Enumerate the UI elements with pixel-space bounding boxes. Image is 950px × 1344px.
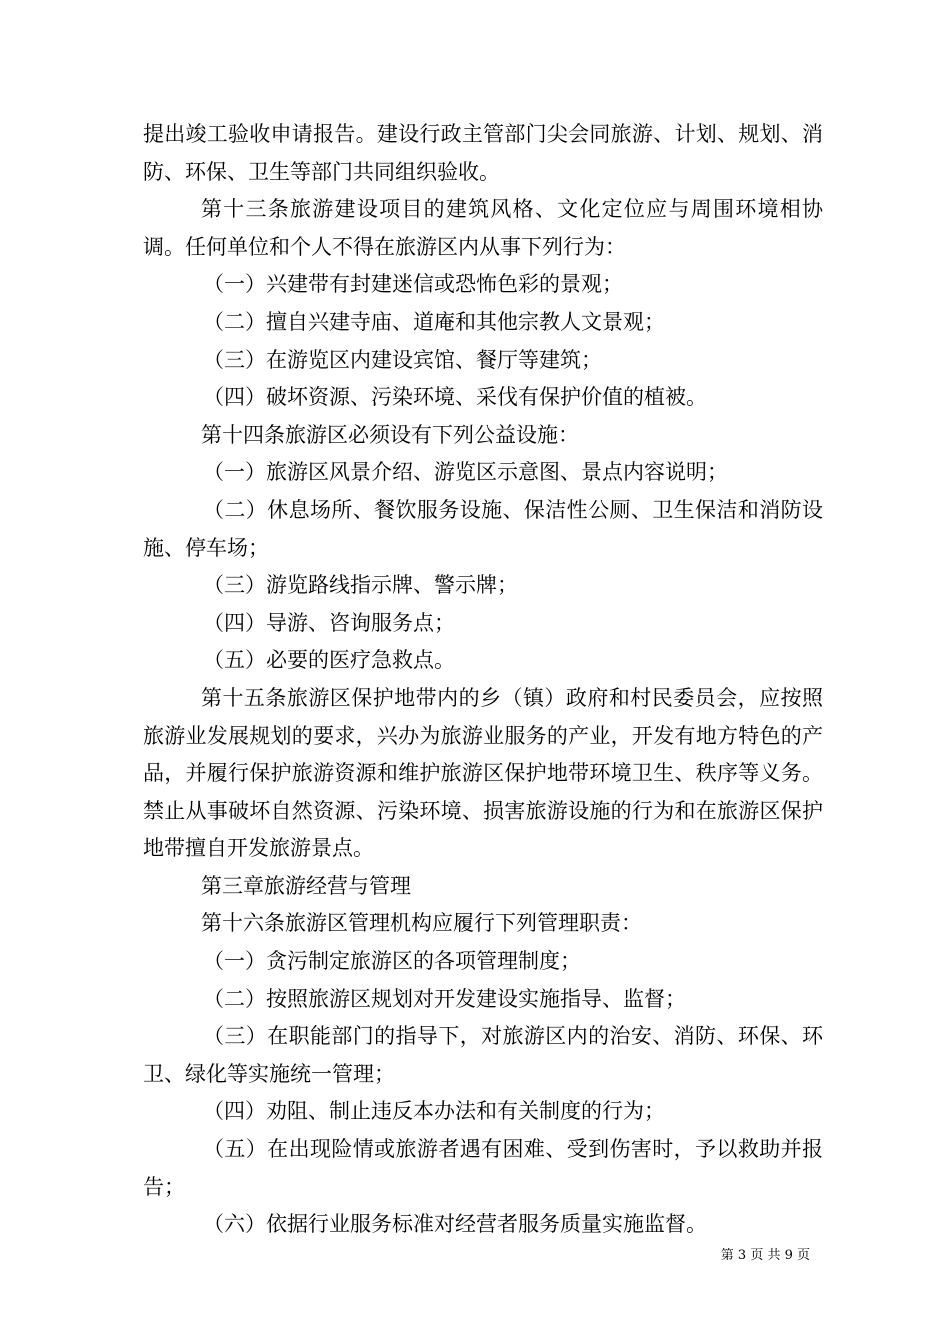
chapter-heading: 第三章旅游经营与管理 xyxy=(201,873,411,898)
list-item: （五）在出现险情或旅游者遇有困难、受到伤害时，予以救助并报告； xyxy=(143,1137,823,1199)
list-item: （五）必要的医疗急救点。 xyxy=(203,648,455,673)
list-item: （三）在游览区内建设宾馆、餐厅等建筑； xyxy=(203,347,602,372)
document-body xyxy=(143,116,823,1244)
list-item: （二）按照旅游区规划对开发建设实施指导、监督； xyxy=(203,986,686,1011)
list-item: （三）在职能部门的指导下，对旅游区内的治安、消防、环保、环卫、绿化等实施统一管理； xyxy=(143,1024,823,1086)
article-13: 第十三条旅游建设项目的建筑风格、文化定位应与周围环境相协调。任何单位和个人不得在旅游区内从事下列行为： xyxy=(143,197,823,259)
list-item: （一）旅游区风景介绍、游览区示意图、景点内容说明； xyxy=(203,460,728,485)
article-16: 第十六条旅游区管理机构应履行下列管理职责： xyxy=(201,911,642,936)
list-item: （六）依据行业服务标准对经营者服务质量实施监督。 xyxy=(203,1212,707,1237)
list-item: （四）导游、咨询服务点； xyxy=(203,610,455,635)
list-item: （三）游览路线指示牌、警示牌； xyxy=(203,573,518,598)
list-item: （一）兴建带有封建迷信或恐怖色彩的景观； xyxy=(203,272,623,297)
page-number-footer: 第 3 页 共 9 页 xyxy=(720,1248,810,1263)
list-item: （二）休息场所、餐饮服务设施、保洁性公厕、卫生保洁和消防设施、停车场； xyxy=(143,497,823,560)
paragraph-continued: 提出竣工验收申请报告。建设行政主管部门尖会同旅游、计划、规划、消防、环保、卫生等部门共同组织验收。 xyxy=(143,122,823,184)
list-item: （四）劝阻、制止违反本办法和有关制度的行为； xyxy=(203,1099,665,1124)
list-item: （四）破坏资源、污染环境、采伐有保护价值的植被。 xyxy=(203,385,707,410)
article-14: 第十四条旅游区必须设有下列公益设施： xyxy=(201,422,579,447)
article-15: 第十五条旅游区保护地带内的乡（镇）政府和村民委员会，应按照旅游业发展规划的要求，兴办为旅游业服务的产业，开发有地方特色的产品，并履行保护旅游资源和维护旅游区保护地带环境卫生、秩序等义务。禁止从事破坏自然资源、污染环境、损害旅游设施的行为和在旅游区保护地带擅自开发旅游景点。 xyxy=(143,685,823,861)
list-item: （二）擅自兴建寺庙、道庵和其他宗教人文景观； xyxy=(203,309,665,334)
list-item: （一）贪污制定旅游区的各项管理制度； xyxy=(203,949,581,974)
